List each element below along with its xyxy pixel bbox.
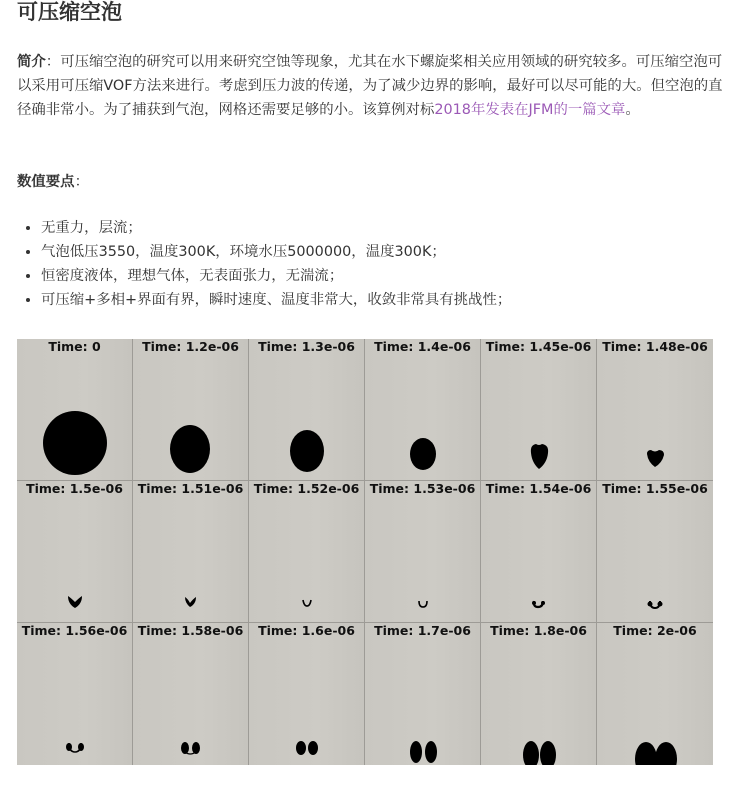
frame-time-label: Time: 1.45e-06 [485,339,592,354]
bubble-shape [133,339,249,481]
bubble-shape [365,339,481,481]
frame-time-label: Time: 2e-06 [613,623,697,638]
bubble-shape [249,339,365,481]
bubble-shape [17,623,133,765]
frame-time-label: Time: 1.5e-06 [26,481,123,496]
list-item: • 恒密度液体，理想气体，无表面张力，无湍流； [41,264,741,288]
frame-time-label: Time: 1.48e-06 [602,339,708,354]
numerics-sep: ： [74,174,89,190]
frame-cell [365,481,481,623]
intro-text: 可压缩空泡的研究可以用来研究空蚀等现象，尤其在水下螺旋桨相关应用领域的研究较多。可压缩空泡可以采用可压缩VOF方法来进行。考虑到压力波的传递，为了减少边界的影响，最好可以尽可能的大。但空泡的直径确非常小。为了捕获到气泡，网格还需要足够的小。该算例对标 [17,54,723,118]
bubble-shape [597,481,713,623]
bubble-shape [597,623,713,765]
intro-label: 简介 [17,54,46,70]
frame-time-label: Time: 1.2e-06 [142,339,239,354]
bubble-collapse-image-grid [17,339,713,765]
frame-time-label: Time: 1.4e-06 [374,339,471,354]
numerics-list [17,216,741,312]
frame-cell [597,481,713,623]
numerics-label: 数值要点 [17,174,75,190]
bubble-shape [597,339,713,481]
frame-cell [597,623,713,765]
bubble-shape [17,481,133,623]
frame-cell [365,339,481,481]
bubble-shape [249,623,365,765]
frame-time-label: Time: 1.6e-06 [258,623,355,638]
bubble-shape [481,481,597,623]
bubble-shape [17,339,133,481]
list-item: • 气泡低压3550，温度300K，环境水压5000000，温度300K； [41,240,741,264]
frame-time-label: Time: 1.58e-06 [137,623,244,638]
frame-cell [481,339,597,481]
bubble-shape [365,481,481,623]
frame-time-label: Time: 1.3e-06 [258,339,355,354]
bubble-shape [481,339,597,481]
frame-cell [133,481,249,623]
frame-cell [481,481,597,623]
frame-time-label: Time: 1.8e-06 [490,623,587,638]
bubble-shape [133,623,249,765]
intro-end: 。 [625,102,640,118]
frame-cell [249,339,365,481]
frame-time-label: Time: 1.53e-06 [369,481,476,496]
bubble-shape [133,481,249,623]
list-item: • 可压缩+多相+界面有界，瞬时速度、温度非常大，收敛非常具有挑战性； [41,288,741,312]
frame-cell [17,481,133,623]
frame-time-label: Time: 1.51e-06 [137,481,244,496]
frame-time-label: Time: 1.52e-06 [253,481,360,496]
frame-time-label: Time: 1.54e-06 [485,481,592,496]
bubble-shape [481,623,597,765]
frame-cell [249,623,365,765]
page-title: 可压缩空泡 [17,0,122,24]
frame-time-label: Time: 1.56e-06 [21,623,128,638]
frame-time-label: Time: 1.7e-06 [374,623,471,638]
frame-cell [17,339,133,481]
frame-cell [133,623,249,765]
bubble-shape [249,481,365,623]
intro-sep: ： [45,54,61,70]
numerics-heading [17,170,89,194]
frame-cell [133,339,249,481]
list-item: • 无重力，层流； [41,216,741,240]
frame-cell [249,481,365,623]
bubble-shape [365,623,481,765]
frame-cell [481,623,597,765]
jfm-2018-link[interactable]: 2018年发表在JFM的一篇文章 [434,102,626,118]
frame-time-label: Time: 0 [48,339,101,354]
frame-cell [365,623,481,765]
frame-time-label: Time: 1.55e-06 [602,481,708,496]
frame-cell [597,339,713,481]
intro-paragraph [17,50,729,122]
frame-cell [17,623,133,765]
